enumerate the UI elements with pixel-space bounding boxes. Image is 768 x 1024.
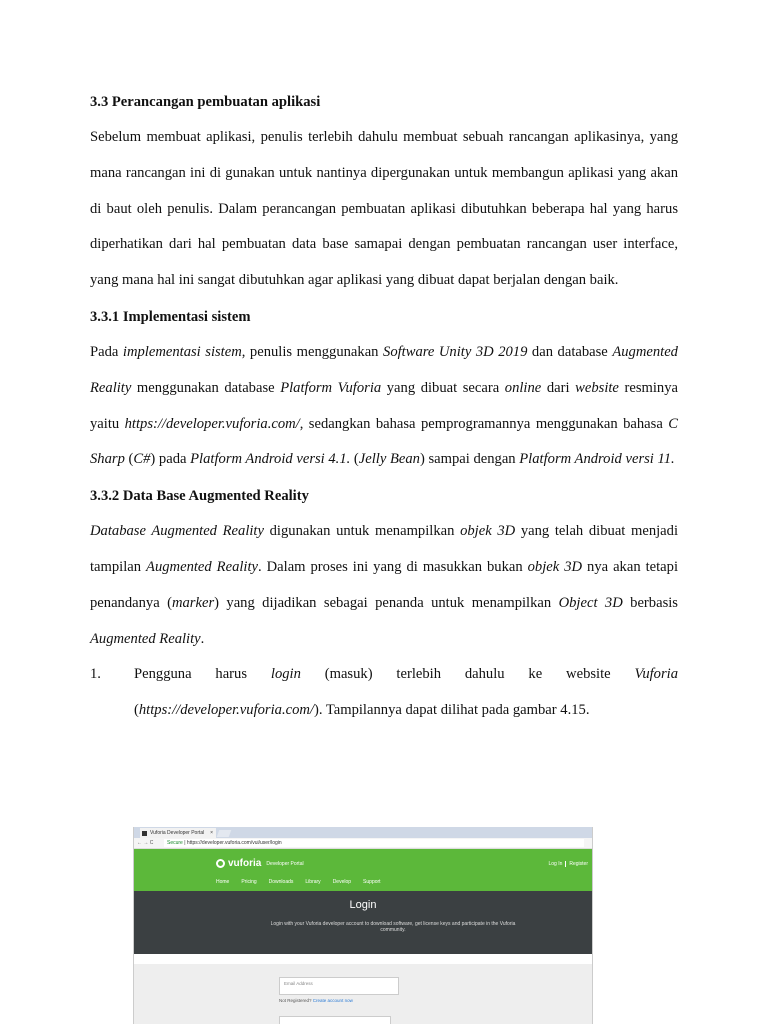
login-banner bbox=[134, 891, 592, 954]
menu-library: Library bbox=[305, 879, 321, 885]
section-heading: 3.3 Perancangan pembuatan aplikasi bbox=[90, 94, 321, 110]
browser-tab bbox=[140, 828, 216, 838]
vuforia-logo bbox=[216, 858, 304, 869]
login-form bbox=[279, 977, 399, 1003]
password-field bbox=[279, 1016, 391, 1024]
login-title: Login bbox=[349, 899, 377, 911]
vuforia-menu bbox=[216, 879, 381, 885]
list-text: Pengguna harus login (masuk) terlebih dahulu ke website Vuforia (https://developer.vuforia.com/). Tampilannya dapat dilihat pada gambar 4.15. bbox=[134, 666, 679, 719]
vuforia-header bbox=[134, 849, 592, 891]
favicon-icon bbox=[142, 831, 147, 836]
email-field: Email Address bbox=[279, 977, 399, 995]
section-paragraph: Sebelum membuat aplikasi, penulis terlebih dahulu membuat sebuah rancangan aplikasinya, yang mana rancangan ini di gunakan untuk nantinya dipergunakan untuk membangun aplikasi yang akan di baut oleh penulis. Dalam perancangan pembuatan aplikasi dibutuhkan beberapa hal yang harus diperhatikan dari hal pembuatan data base samapai dengan pembuatan rancangan user interface, yang mana hal ini sangat dibutuhkan agar aplikasi yang dibuat dapat berjalan dengan baik. bbox=[90, 129, 678, 289]
document-body bbox=[90, 84, 678, 729]
url-text: https://developer.vuforia.com/vui/user/login bbox=[186, 840, 282, 846]
browser-tab-bar bbox=[134, 827, 592, 838]
login-link: Log In bbox=[548, 861, 563, 867]
login-description: Login with your Vuforia developer account to download software, get license keys and participate in the Vuforia community. bbox=[270, 921, 516, 933]
menu-home: Home bbox=[216, 879, 230, 885]
new-tab-icon bbox=[217, 830, 232, 837]
vuforia-login-screenshot bbox=[133, 827, 593, 1024]
subsection-heading-implementasi: 3.3.1 Implementasi sistem bbox=[90, 308, 251, 325]
logo-text: vuforia bbox=[228, 858, 262, 869]
register-prompt: Not Registered? Create account now bbox=[279, 998, 353, 1003]
register-link: Register bbox=[565, 861, 588, 867]
url-field: Secure | https://developer.vuforia.com/vui/user/login bbox=[164, 839, 584, 847]
portal-text: Developer Portal bbox=[266, 860, 304, 867]
close-tab-icon: × bbox=[210, 830, 213, 836]
menu-support: Support bbox=[363, 879, 381, 885]
vuforia-logo-icon bbox=[216, 859, 225, 868]
implementasi-paragraph: Pada implementasi sistem, penulis menggunakan Software Unity 3D 2019 dan database Augmented Reality menggunakan database Platform Vuforia yang dibuat secara online dari website resminya yaitu https://developer.vuforia.com/, sedangkan bahasa pemprogramannya menggunakan bahasa C Sharp (C#) pada Platform Android versi 4.1. (Jelly Bean) sampai dengan Platform Android versi 11. bbox=[90, 343, 678, 468]
tab-title: Vuforia Developer Portal bbox=[150, 830, 205, 836]
list-number: 1. bbox=[90, 666, 101, 683]
database-paragraph: Database Augmented Reality digunakan untuk menampilkan objek 3D yang telah dibuat menjadi tampilan Augmented Reality. Dalam proses ini yang di masukkan bukan objek 3D nya akan tetapi penandanya (marker) yang dijadikan sebagai penanda untuk menampilkan Object 3D berbasis Augmented Reality. bbox=[90, 523, 679, 647]
subsection-heading-database: 3.3.2 Data Base Augmented Reality bbox=[90, 488, 309, 505]
address-bar bbox=[134, 838, 592, 849]
create-account-link: Create account now bbox=[312, 998, 353, 1003]
menu-downloads: Downloads bbox=[268, 879, 294, 885]
list-item bbox=[90, 657, 678, 729]
nav-buttons: ← → C bbox=[137, 840, 154, 846]
menu-pricing: Pricing bbox=[241, 879, 257, 885]
auth-links bbox=[548, 861, 588, 867]
menu-develop: Develop bbox=[332, 879, 352, 885]
secure-label: Secure bbox=[167, 840, 183, 846]
